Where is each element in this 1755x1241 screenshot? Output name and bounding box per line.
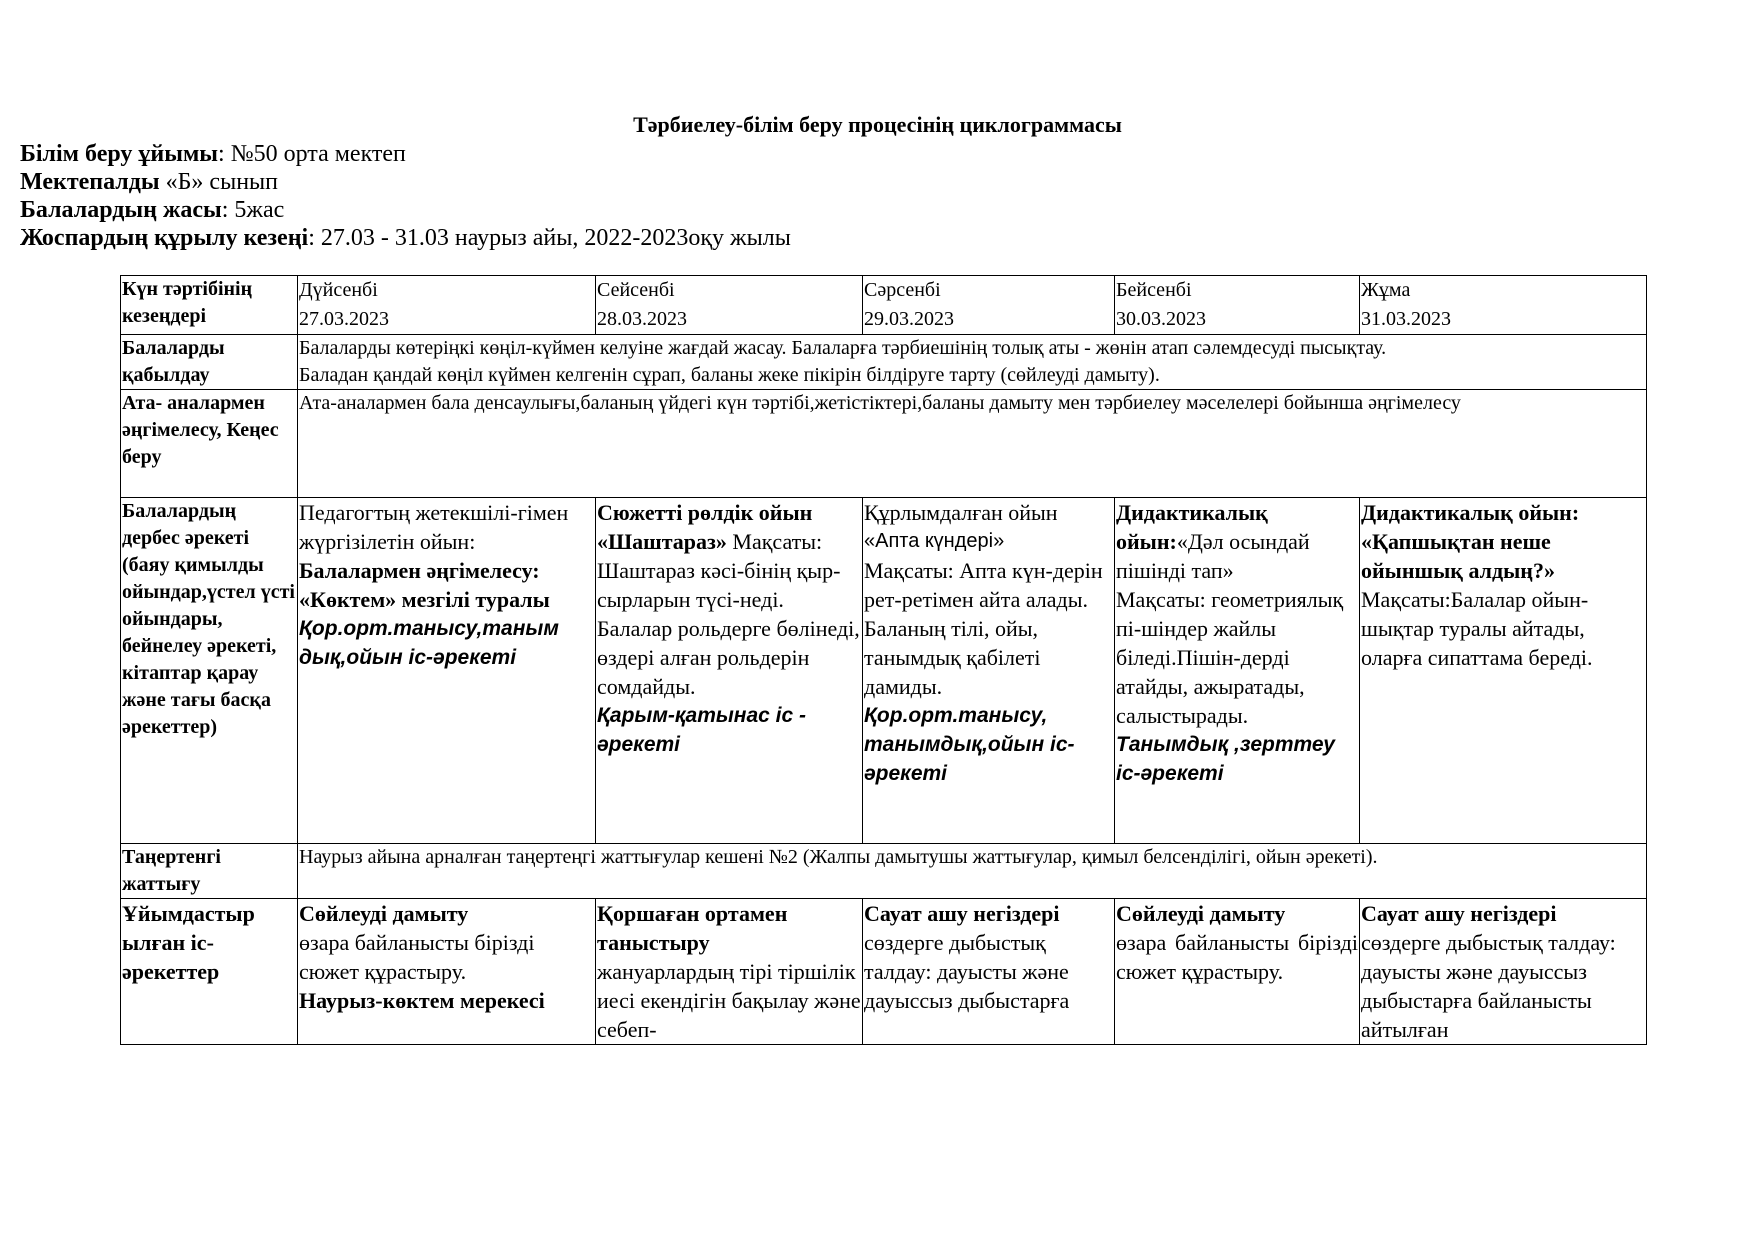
- organized-wednesday-subject: Сауат ашу негіздері: [864, 901, 1060, 926]
- reception-line-1: Балаларды көтеріңкі көңіл-күймен келуіне жағдай жасау. Балаларға тәрбиешінің толық аты - жөнін атап сәлемдесуді пысықтау.: [299, 337, 1387, 359]
- day-name: Бейсенбі: [1116, 279, 1192, 301]
- day-name: Сейсенбі: [597, 279, 675, 301]
- organized-tuesday: [596, 899, 863, 1045]
- meta-group-label: Мектепалды: [20, 169, 160, 195]
- row-organized: [121, 899, 1647, 1045]
- activity-thursday-type: Танымдық ,зерттеу іс-әрекеті: [1116, 733, 1335, 785]
- row-label-reception: Балаларды қабылдау: [121, 335, 298, 390]
- activity-wednesday-goal: Мақсаты: Апта күн-дерін рет-ретімен айта алады. Баланың тілі, ойы, танымдық қабілеті дамиды.: [864, 558, 1103, 699]
- day-name: Дүйсенбі: [299, 279, 378, 301]
- organized-tuesday-topic: жануарлардың тірі тіршілік иесі екендігін бақылау және себеп-: [597, 959, 861, 1042]
- organized-friday: [1360, 899, 1647, 1045]
- row-reception: [121, 335, 1647, 390]
- day-name: Жұма: [1361, 279, 1411, 301]
- meta-age-label: Балалардың жасы: [20, 197, 222, 223]
- meta-organization-label: Білім беру ұйымы: [20, 141, 219, 167]
- meta-period-label: Жоспардың құрылу кезеңі: [20, 225, 309, 251]
- activity-tuesday-roles: Балалар рольдерге бөлінеді, өздері алған рольдерін сомдайды.: [597, 616, 860, 699]
- activity-tuesday: [596, 498, 863, 844]
- organized-friday-topic: сөздерге дыбыстық талдау: дауысты және дауыссыз дыбыстарға байланысты айтылған: [1361, 930, 1616, 1042]
- row-label-organized: Ұйымдастыр ылған іс-әрекеттер: [121, 899, 298, 1045]
- day-date: 30.03.2023: [1116, 308, 1206, 330]
- parents-text: Ата-аналармен бала денсаулығы,баланың үйдегі күн тәртібі,жетістіктері,баланы дамыту мен тәрбиелеу мәселелері бойынша әңгімелесу: [298, 390, 1647, 498]
- organized-thursday: [1115, 899, 1360, 1045]
- organized-monday-topic: өзара байланысты бірізді сюжет құрастыру.: [299, 930, 535, 984]
- activity-wednesday: [863, 498, 1115, 844]
- organized-thursday-subject: Сөйлеуді дамыту: [1116, 901, 1286, 926]
- row-label-parents: Ата- аналармен әңгімелесу, Кеңес беру: [121, 390, 298, 498]
- organized-wednesday-topic: сөздерге дыбыстық талдау: дауысты және дауыссыз дыбыстарға: [864, 930, 1070, 1013]
- exercise-text: Наурыз айына арналған таңертеңгі жаттығулар кешені №2 (Жалпы дамытушы жаттығулар, қимыл белсенділігі, ойын әрекеті).: [298, 844, 1647, 899]
- header-day-monday: [298, 276, 596, 335]
- plan-meta: [20, 140, 791, 252]
- meta-organization-value: : №50 орта мектеп: [218, 141, 406, 167]
- activity-tuesday-type: Қарым-қатынас іс - әрекеті: [597, 704, 807, 756]
- day-date: 28.03.2023: [597, 308, 687, 330]
- row-label-activity: Балалардың дербес әрекеті (баяу қимылды ойындар,үстел үсті ойындары, бейнелеу әрекеті, кітаптар қарау және тағы басқа әрекеттер): [121, 498, 298, 844]
- day-date: 31.03.2023: [1361, 308, 1451, 330]
- meta-organization: [20, 140, 791, 168]
- header-day-friday: [1360, 276, 1647, 335]
- activity-thursday-game: «Дәл осындай пішінді тап»: [1116, 529, 1310, 583]
- reception-text: [298, 335, 1647, 390]
- row-parents: [121, 390, 1647, 498]
- organized-friday-subject: Сауат ашу негіздері: [1361, 901, 1557, 926]
- activity-monday-type: Қор.орт.танысу,таным дық,ойын іс-әрекеті: [299, 617, 559, 669]
- activity-friday: [1360, 498, 1647, 844]
- activity-friday-goal: Мақсаты:Балалар ойын-шықтар туралы айтады, оларға сипаттама береді.: [1361, 587, 1593, 670]
- day-date: 29.03.2023: [864, 308, 954, 330]
- activity-monday-topic: Балалармен әңгімелесу: «Көктем» мезгілі туралы: [299, 558, 550, 612]
- activity-thursday: [1115, 498, 1360, 844]
- activity-monday-intro: Педагогтың жетекшілі-гімен жүргізілетін ойын:: [299, 500, 569, 554]
- schedule-table: [120, 275, 1647, 1045]
- meta-period: [20, 224, 791, 252]
- row-exercise: [121, 844, 1647, 899]
- meta-group: [20, 168, 791, 196]
- organized-wednesday: [863, 899, 1115, 1045]
- header-routine-stages: Күн тәртібінің кезеңдері: [121, 276, 298, 335]
- organized-tuesday-subject: Қоршаған ортамен таныстыру: [597, 901, 788, 955]
- meta-period-value: : 27.03 - 31.03 наурыз айы, 2022-2023оқу жылы: [308, 225, 791, 251]
- reception-line-2: Баладан қандай көңіл күймен келгенін сұрап, баланы жеке пікірін білдіруге тарту (сөйлеуді дамыту).: [299, 364, 1160, 386]
- day-date: 27.03.2023: [299, 308, 389, 330]
- activity-wednesday-intro: Құрлымдалған ойын: [864, 500, 1058, 525]
- meta-age: [20, 196, 791, 224]
- header-day-wednesday: [863, 276, 1115, 335]
- organized-monday-subject: Сөйлеуді дамыту: [299, 901, 469, 926]
- document-title: Тәрбиелеу-білім беру процесінің циклограммасы: [633, 112, 1122, 137]
- row-activity: [121, 498, 1647, 844]
- organized-monday-theme: Наурыз-көктем мерекесі: [299, 988, 545, 1013]
- table-header-row: [121, 276, 1647, 335]
- activity-wednesday-type: Қор.орт.танысу, танымдық,ойын іс-әрекеті: [864, 704, 1075, 785]
- organized-monday: [298, 899, 596, 1045]
- meta-group-value: «Б» сынып: [159, 169, 279, 195]
- activity-friday-game: Дидактикалық ойын: «Қапшықтан неше ойыншық алдың?»: [1361, 500, 1580, 583]
- organized-thursday-topic: өзара байланысты бірізді сюжет құрастыру.: [1116, 930, 1358, 984]
- activity-thursday-goal: Мақсаты: геометриялық пі-шіндер жайлы біледі.Пішін-дерді атайды, ажыратады, салыстырады.: [1116, 587, 1344, 728]
- activity-tuesday-goal: Мақсаты: Шаштараз кәсі-бінің қыр- сырларын түсі-неді.: [597, 529, 841, 612]
- activity-thursday-title: Дидактикалық ойын:: [1116, 500, 1268, 554]
- header-day-thursday: [1115, 276, 1360, 335]
- header-day-tuesday: [596, 276, 863, 335]
- activity-tuesday-game: Сюжетті рөлдік ойын «Шаштараз»: [597, 500, 813, 554]
- activity-wednesday-game: «Апта күндері»: [864, 530, 1005, 552]
- meta-age-value: : 5жас: [221, 197, 285, 223]
- row-label-exercise: Таңертенгі жаттығу: [121, 844, 298, 899]
- day-name: Сәрсенбі: [864, 279, 941, 301]
- activity-monday: [298, 498, 596, 844]
